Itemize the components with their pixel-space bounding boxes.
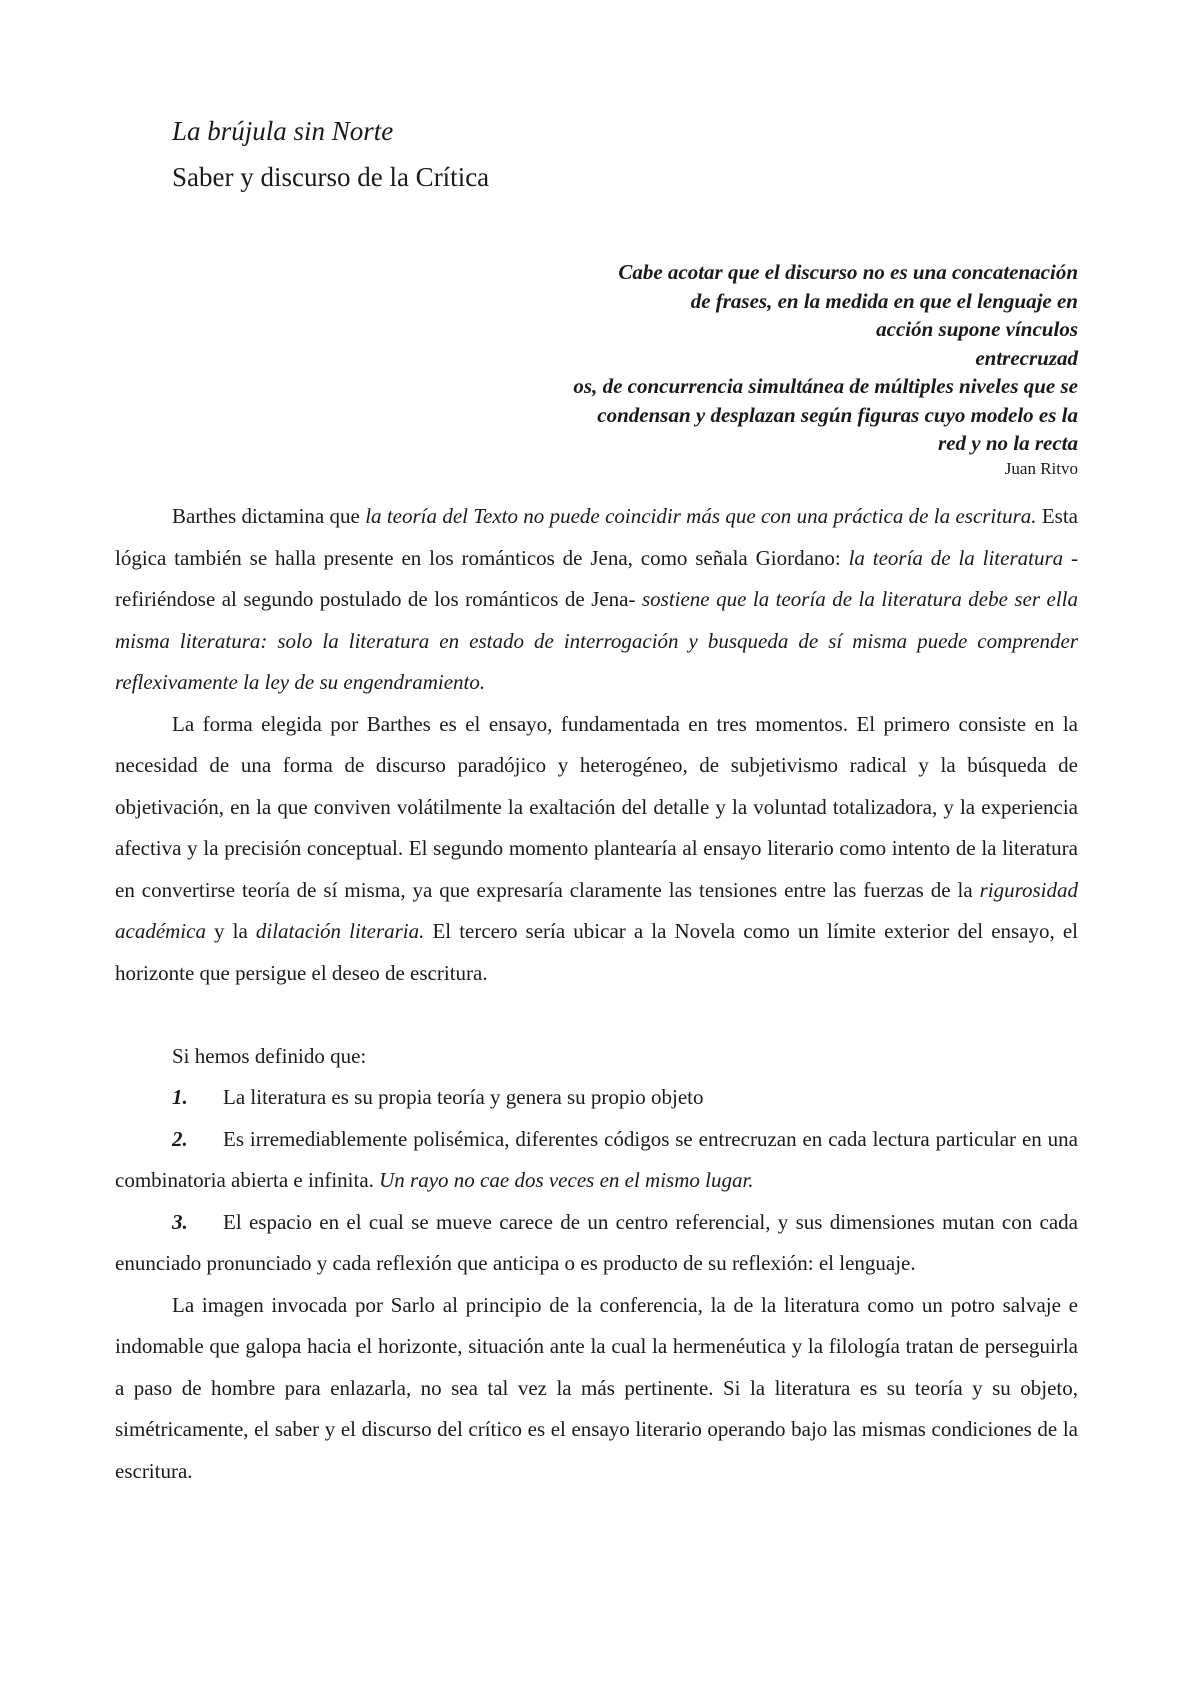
paragraph-3: Si hemos definido que: [172, 1043, 367, 1068]
epigraph-line: Cabe acotar que el discurso no es una concatenación [618, 260, 1078, 284]
list-number: 2. [172, 1126, 188, 1151]
document-body [115, 496, 1078, 1492]
epigraph-line: acción supone vínculos [876, 317, 1078, 341]
paragraph-2 [115, 704, 1078, 995]
p1-quote-f: sostiene que la teoría de la literatura debe ser ella misma literatura: solo la literatura en estado de interrogación y busqueda de sí misma puede comprender reflexivamente la ley de su engendramiento. [115, 587, 1078, 694]
list-number: 3. [172, 1209, 188, 1234]
paragraph-spacer [115, 994, 1078, 1036]
list-item-1 [115, 1077, 1078, 1119]
epigraph [458, 258, 1078, 480]
epigraph-author: Juan Ritvo [1004, 458, 1078, 478]
p1-text-e: -refiriéndose al segundo postulado de los románticos de Jena- [115, 545, 1078, 611]
p2-text-c: y la [205, 919, 256, 943]
p1-text-a: Barthes dictamina que [172, 504, 366, 528]
document-title: La brújula sin Norte [172, 116, 394, 146]
epigraph-line: entrecruzad [975, 345, 1078, 370]
epigraph-line: de frases, en la medida en que el lenguaje en [690, 288, 1078, 313]
list-item-2 [115, 1119, 1078, 1202]
p2-emph-d: dilatación literaria. [255, 919, 425, 943]
p1-quote-b: la teoría del Texto no puede coincidir más que con una práctica de la escritura. [365, 504, 1037, 528]
paragraph-4: La imagen invocada por Sarlo al principio de la conferencia, la de la literatura como un potro salvaje e indomable que galopa hacia el horizonte, situación ante la cual la hermenéutica y la filología tratan de perseguirla a paso de hombre para enlazarla, no sea tal vez la más pertinente. Si la literatura es su teoría y su objeto, simétricamente, el saber y el discurso del crítico es el ensayo literario operando bajo las mismas condiciones de la escritura. [115, 1292, 1078, 1483]
list-text: La literatura es su propia teoría y genera su propio objeto [223, 1085, 704, 1109]
list-quote: Un rayo no cae dos veces en el mismo lugar. [379, 1168, 754, 1192]
epigraph-line: os, de concurrencia simultánea de múltiples niveles que se [573, 374, 1078, 398]
p1-quote-d: la teoría de la literatura [848, 545, 1064, 570]
epigraph-line: condensan y desplazan según figuras cuyo modelo es la [597, 402, 1078, 427]
p2-text-a: La forma elegida por Barthes es el ensayo, fundamentada en tres momentos. El primero consiste en la necesidad de una forma de discurso paradójico y heterogéneo, de subjetivismo radical y la búsqueda de objetivación, en la que conviven volátilmente la exaltación del detalle y la voluntad totalizadora, y la experiencia afectiva y la precisión conceptual. El segundo momento plantearía al ensayo literario como intento de la literatura en convertirse teoría de sí misma, ya que expresaría claramente las tensiones entre las fuerzas de la [115, 711, 1078, 902]
p1-text-c: Esta lógica también se halla presente en los románticos de Jena, como señala Giordano: [115, 504, 1078, 570]
list-item-3 [115, 1202, 1078, 1285]
list-text: El espacio en el cual se mueve carece de un centro referencial, y sus dimensiones mutan con cada enunciado pronunciado y cada reflexión que anticipa o es producto de su reflexión: el lenguaje. [115, 1209, 1078, 1275]
p2-emph-b: rigurosidad académica [115, 877, 1078, 943]
epigraph-line: red y no la recta [938, 431, 1078, 455]
list-number: 1. [172, 1085, 188, 1109]
list-text: Es irremediablemente polisémica, diferentes códigos se entrecruzan en cada lectura particular en una combinatoria abierta e infinita. [115, 1126, 1078, 1192]
paragraph-1 [115, 496, 1078, 704]
p2-text-e: El tercero sería ubicar a la Novela como un límite exterior del ensayo, el horizonte que persigue el deseo de escritura. [115, 919, 1078, 985]
document-subtitle: Saber y discurso de la Crítica [172, 162, 490, 192]
